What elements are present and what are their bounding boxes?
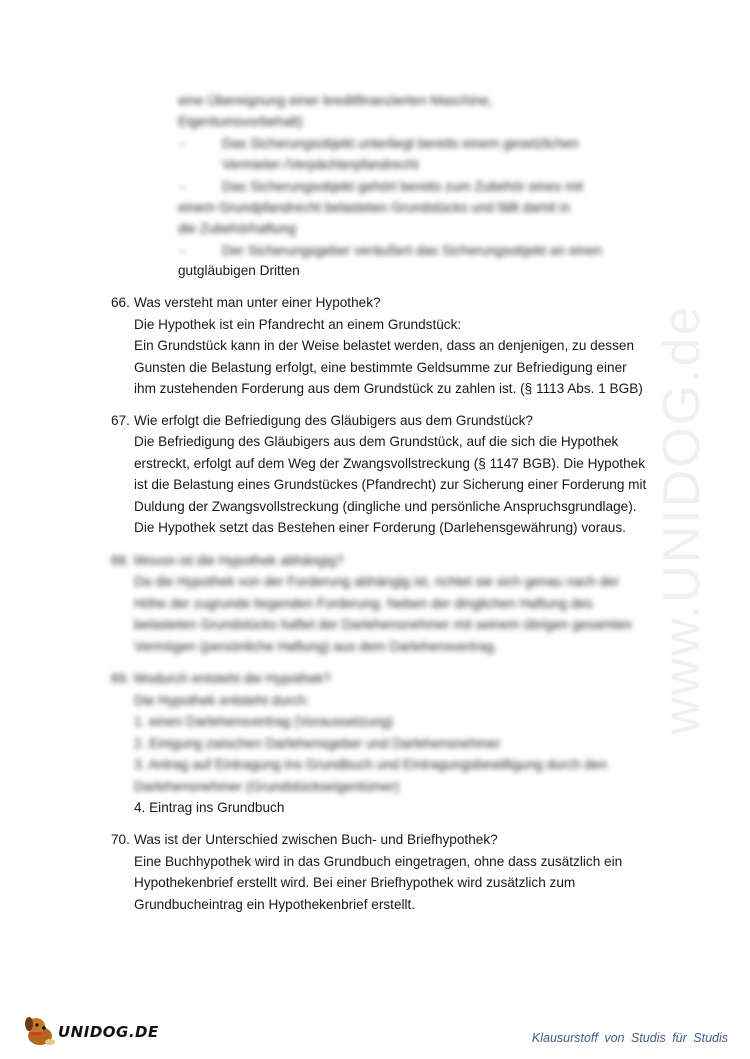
answer-line: Die Hypothek entsteht durch: [134, 693, 310, 708]
blur-line: Das Sicherungsobjekt unterliegt bereits einem gesetzlichen [222, 136, 579, 151]
answer-line: 1. einen Darlehensvertrag (Voraussetzung) [134, 714, 394, 729]
question-number: 70. [111, 832, 130, 847]
blur-line: eine Übereignung einer kreditfinanzierten Maschine, [178, 93, 493, 108]
answer-line: Ein Grundstück kann in der Weise belastet werden, dass an denjenigen, zu dessen [134, 338, 635, 353]
bullet-dash: - [180, 136, 185, 151]
question-text: Was versteht man unter einer Hypothek? [134, 295, 381, 310]
answer-line: Da die Hypothek von der Forderung abhängig ist, richtet sie sich genau nach der [134, 574, 620, 589]
answer-line: 2. Einigung zwischen Darlehensgeber und Darlehensnehmer [134, 736, 501, 751]
blur-line: Vermieter-/Verpächterpfandrecht [222, 157, 419, 172]
bullet-dash: - [180, 243, 185, 258]
blur-line: Eigentumsvorbehalt) [178, 114, 303, 129]
answer-line: Vermögen (persönliche Haftung) aus dem Darlehensvertrag. [134, 639, 498, 654]
answer-line: Die Hypothek ist ein Pfandrecht an einem Grundstück: [134, 317, 462, 332]
question-text: Was ist der Unterschied zwischen Buch- und Briefhypothek? [134, 832, 498, 847]
blur-line: Das Sicherungsobjekt gehört bereits zum Zubehör eines mit [222, 179, 584, 194]
answer-line: ihm zustehenden Forderung aus dem Grundstück zu zahlen ist. (§ 1113 Abs. 1 BGB) [134, 381, 643, 396]
answer-line: Duldung der Zwangsvollstreckung (dingliche und persönliche Anspruchsgrundlage). [134, 499, 637, 514]
answer-line: Eine Buchhypothek wird in das Grundbuch eingetragen, ohne dass zusätzlich ein [134, 854, 623, 869]
answer-line: Höhe der zugrunde liegenden Forderung. Neben der dinglichen Haftung des [134, 596, 593, 611]
question-text: 68. Wovon ist die Hypothek abhängig? [111, 553, 344, 568]
answer-line: 4. Eintrag ins Grundbuch [134, 800, 285, 815]
dog-logo-icon [22, 1012, 62, 1048]
question-text: 69. Wodurch entsteht die Hypothek? [111, 671, 331, 686]
answer-line: Hypothekenbrief erstellt wird. Bei einer Briefhypothek wird zusätzlich zum [134, 875, 576, 890]
blur-line: einem Grundpfandrecht belasteten Grundstücks und fällt damit in [178, 200, 571, 215]
answer-line: Die Befriedigung des Gläubigers aus dem Grundstück, auf die sich die Hypothek [134, 434, 619, 449]
watermark: www.UNIDOG.de [653, 304, 711, 735]
visible-line: gutgläubigen Dritten [178, 263, 300, 278]
blur-line: die Zubehörhaftung [178, 221, 296, 236]
bullet-dash: - [180, 179, 185, 194]
answer-line: ist die Belastung eines Grundstückes (Pfandrecht) zur Sicherung einer Forderung mit [134, 477, 647, 492]
answer-line: Die Hypothek setzt das Bestehen einer Forderung (Darlehensgewährung) voraus. [134, 520, 626, 535]
answer-line: Gunsten die Belastung erfolgt, eine bestimmte Geldsumme zur Befriedigung einer [134, 360, 627, 375]
question-number: 66. [111, 295, 130, 310]
blur-line: Der Sicherungsgeber veräußert das Sicherungsobjekt an einen [222, 243, 603, 258]
answer-line: belasteten Grundstücks haftet der Darlehensnehmer mit seinem übrigen gesamten [134, 617, 632, 632]
answer-line: Grundbucheintrag ein Hypothekenbrief erstellt. [134, 897, 416, 912]
answer-line: erstreckt, erfolgt auf dem Weg der Zwangsvollstreckung (§ 1147 BGB). Die Hypothek [134, 456, 645, 471]
footer-tagline: Klausurstoff von Studis für Studis [531, 1031, 728, 1045]
answer-line: 3. Antrag auf Eintragung ins Grundbuch und Eintragungsbewilligung durch den [134, 757, 608, 772]
logo-text: UNIDOG.DE [58, 1023, 159, 1041]
answer-line: Darlehensnehmer (Grundstückseigentümer) [134, 779, 400, 794]
question-text: Wie erfolgt die Befriedigung des Gläubigers aus dem Grundstück? [134, 413, 533, 428]
question-number: 67. [111, 413, 130, 428]
